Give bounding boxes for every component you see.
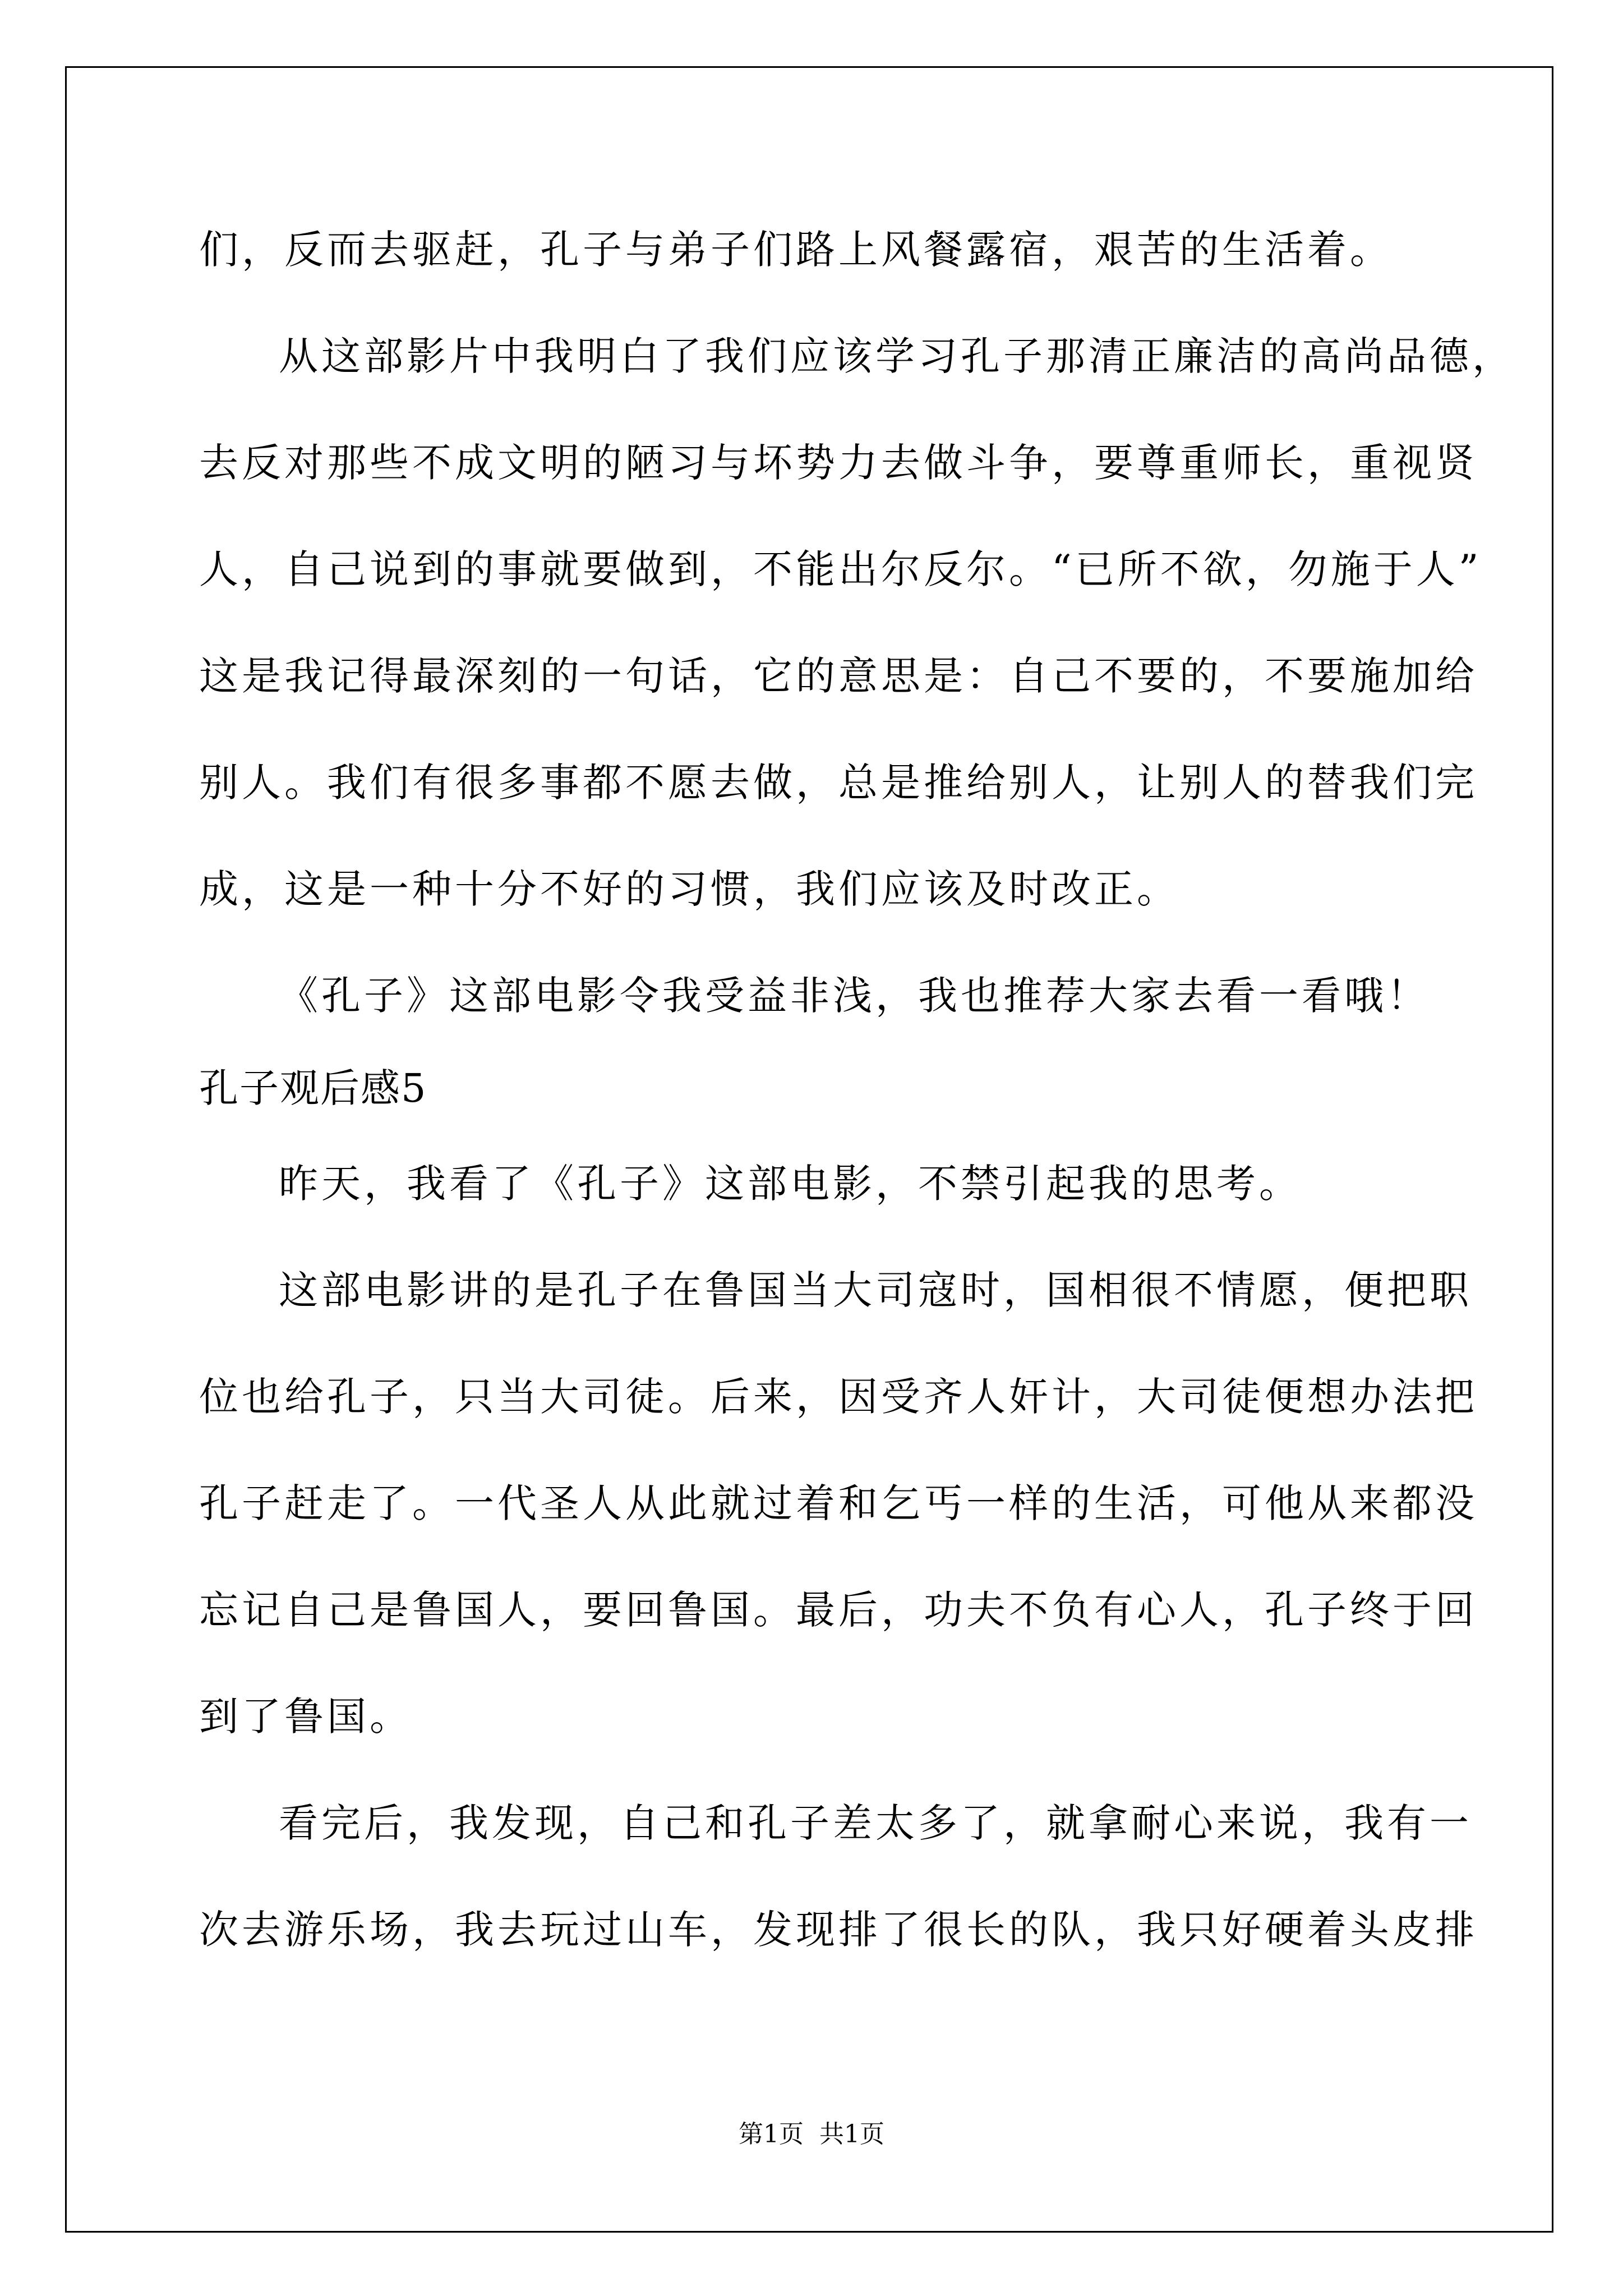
total-pages: 共1页 — [819, 2120, 884, 2148]
paragraph-line: 人，自己说到的事就要做到，不能出尔反尔。“已所不欲，勿施于人” — [199, 546, 1482, 592]
paragraph-line: 孔子赶走了。一代圣人从此就过着和乞丐一样的生活，可他从来都没 — [199, 1480, 1478, 1526]
page-number: 第1页 — [739, 2120, 804, 2148]
section-heading: 孔子观后感5 — [199, 1065, 427, 1111]
paragraph-line: 去反对那些不成文明的陋习与坏势力去做斗争，要尊重师长，重视贤 — [199, 440, 1478, 486]
page-footer — [0, 2118, 1623, 2151]
paragraph-line: 这部电影讲的是孔子在鲁国当大司寇时，国相很不情愿，便把职 — [279, 1267, 1472, 1313]
paragraph-line: 别人。我们有很多事都不愿去做，总是推给别人，让别人的替我们完 — [199, 760, 1478, 806]
paragraph-line: 昨天，我看了《孔子》这部电影，不禁引起我的思考。 — [279, 1161, 1302, 1207]
paragraph-line: 《孔子》这部电影令我受益非浅，我也推荐大家去看一看哦！ — [279, 973, 1430, 1019]
paragraph-line: 到了鲁国。 — [199, 1694, 412, 1740]
paragraph-line: 忘记自己是鲁国人，要回鲁国。最后，功夫不负有心人，孔子终于回 — [199, 1587, 1478, 1633]
paragraph-line: 位也给孔子，只当大司徒。后来，因受齐人奸计，大司徒便想办法把 — [199, 1374, 1478, 1420]
paragraph-line: 成，这是一种十分不好的习惯，我们应该及时改正。 — [199, 866, 1179, 912]
paragraph-line: 从这部影片中我明白了我们应该学习孔子那清正廉洁的高尚品德， — [279, 333, 1515, 379]
paragraph-line: 看完后，我发现，自己和孔子差太多了，就拿耐心来说，我有一 — [279, 1800, 1472, 1846]
paragraph-line: 这是我记得最深刻的一句话，它的意思是：自己不要的，不要施加给 — [199, 653, 1478, 699]
paragraph-line: 们，反而去驱赶，孔子与弟子们路上风餐露宿，艰苦的生活着。 — [199, 227, 1393, 273]
paragraph-line: 次去游乐场，我去玩过山车，发现排了很长的队，我只好硬着头皮排 — [199, 1907, 1478, 1953]
